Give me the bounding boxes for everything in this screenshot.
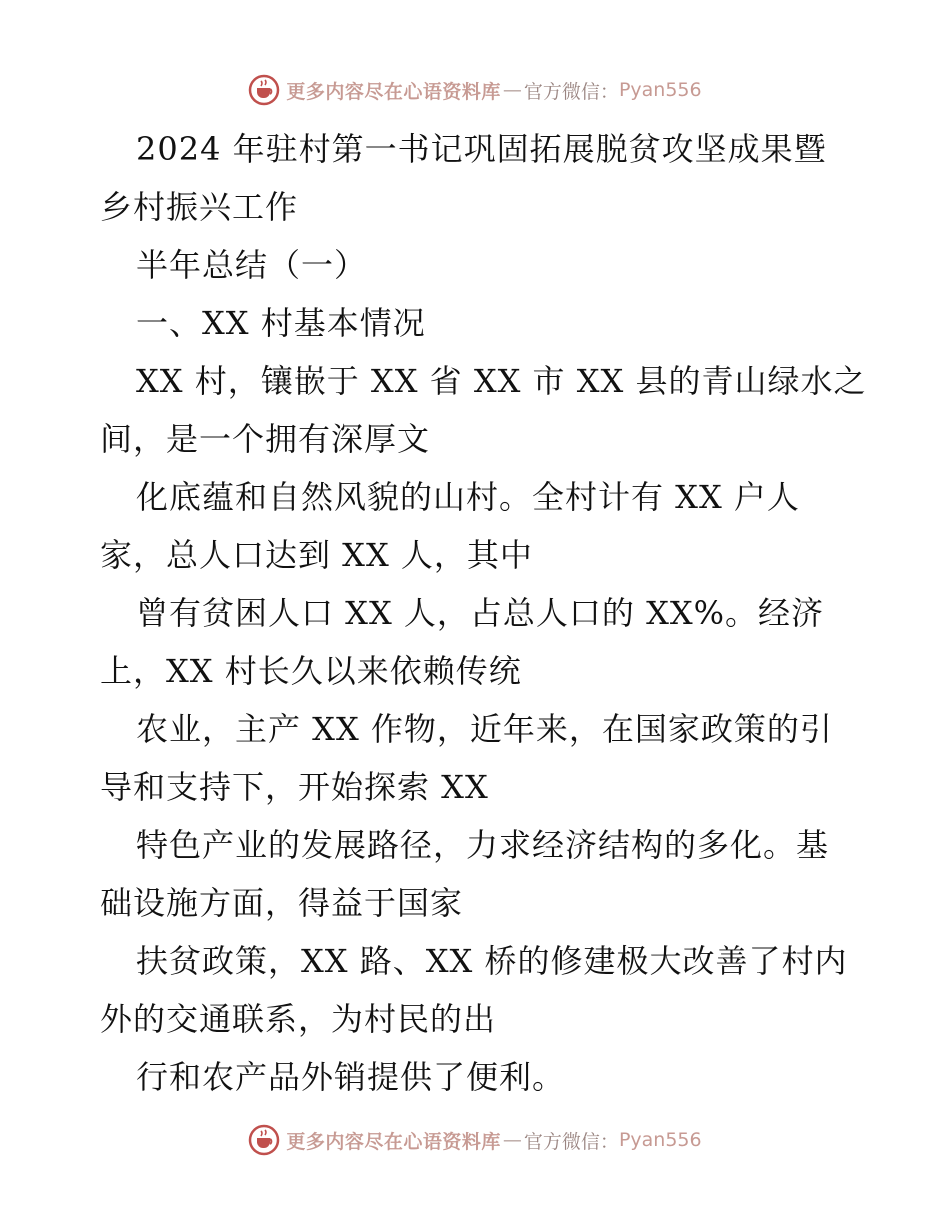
- doc-subtitle: 半年总结（一）: [136, 246, 368, 284]
- tea-cup-logo-icon: [248, 74, 280, 106]
- paragraph-line: 曾有贫困人口 XX 人，占总人口的 XX%。经济: [136, 594, 825, 632]
- paragraph-line: 外的交通联系，为村民的出: [100, 1000, 497, 1038]
- watermark-wechat-label: 官方微信：: [523, 80, 619, 103]
- paragraph-line: 化底蕴和自然风貌的山村。全村计有 XX 户人: [136, 478, 800, 516]
- header-watermark: [0, 70, 950, 110]
- section-heading: 一、XX 村基本情况: [136, 304, 426, 342]
- paragraph-line: 上，XX 村长久以来依赖传统: [100, 652, 522, 690]
- tea-cup-logo-icon: [248, 1124, 280, 1156]
- doc-title-line-1: 2024 年驻村第一书记巩固拓展脱贫攻坚成果暨: [136, 130, 827, 168]
- paragraph-line: 特色产业的发展路径，力求经济结构的多化。基: [136, 826, 830, 864]
- watermark-main-text: 更多内容尽在心语资料库: [286, 80, 501, 103]
- paragraph-line: 农业，主产 XX 作物，近年来，在国家政策的引: [136, 710, 833, 748]
- paragraph-line: 础设施方面，得益于国家: [100, 884, 464, 922]
- paragraph-line: 家，总人口达到 XX 人，其中: [100, 536, 533, 574]
- watermark-wechat-id: Pyan556: [618, 1129, 702, 1151]
- paragraph-line: 导和支持下，开始探索 XX: [100, 768, 489, 806]
- doc-title-line-2: 乡村振兴工作: [100, 188, 299, 226]
- paragraph-line: 扶贫政策，XX 路、XX 桥的修建极大改善了村内: [136, 942, 848, 980]
- watermark-main-text: 更多内容尽在心语资料库: [286, 1130, 501, 1153]
- watermark-wechat-id: Pyan556: [618, 79, 702, 101]
- paragraph-line: XX 村，镶嵌于 XX 省 XX 市 XX 县的青山绿水之: [136, 362, 867, 400]
- document-body: [100, 120, 867, 1106]
- watermark-separator: —: [502, 1129, 522, 1151]
- footer-watermark: [0, 1120, 950, 1160]
- watermark-wechat-label: 官方微信：: [523, 1130, 619, 1153]
- watermark-separator: —: [502, 79, 522, 101]
- paragraph-line: 行和农产品外销提供了便利。: [136, 1058, 566, 1096]
- paragraph-line: 间，是一个拥有深厚文: [100, 420, 431, 458]
